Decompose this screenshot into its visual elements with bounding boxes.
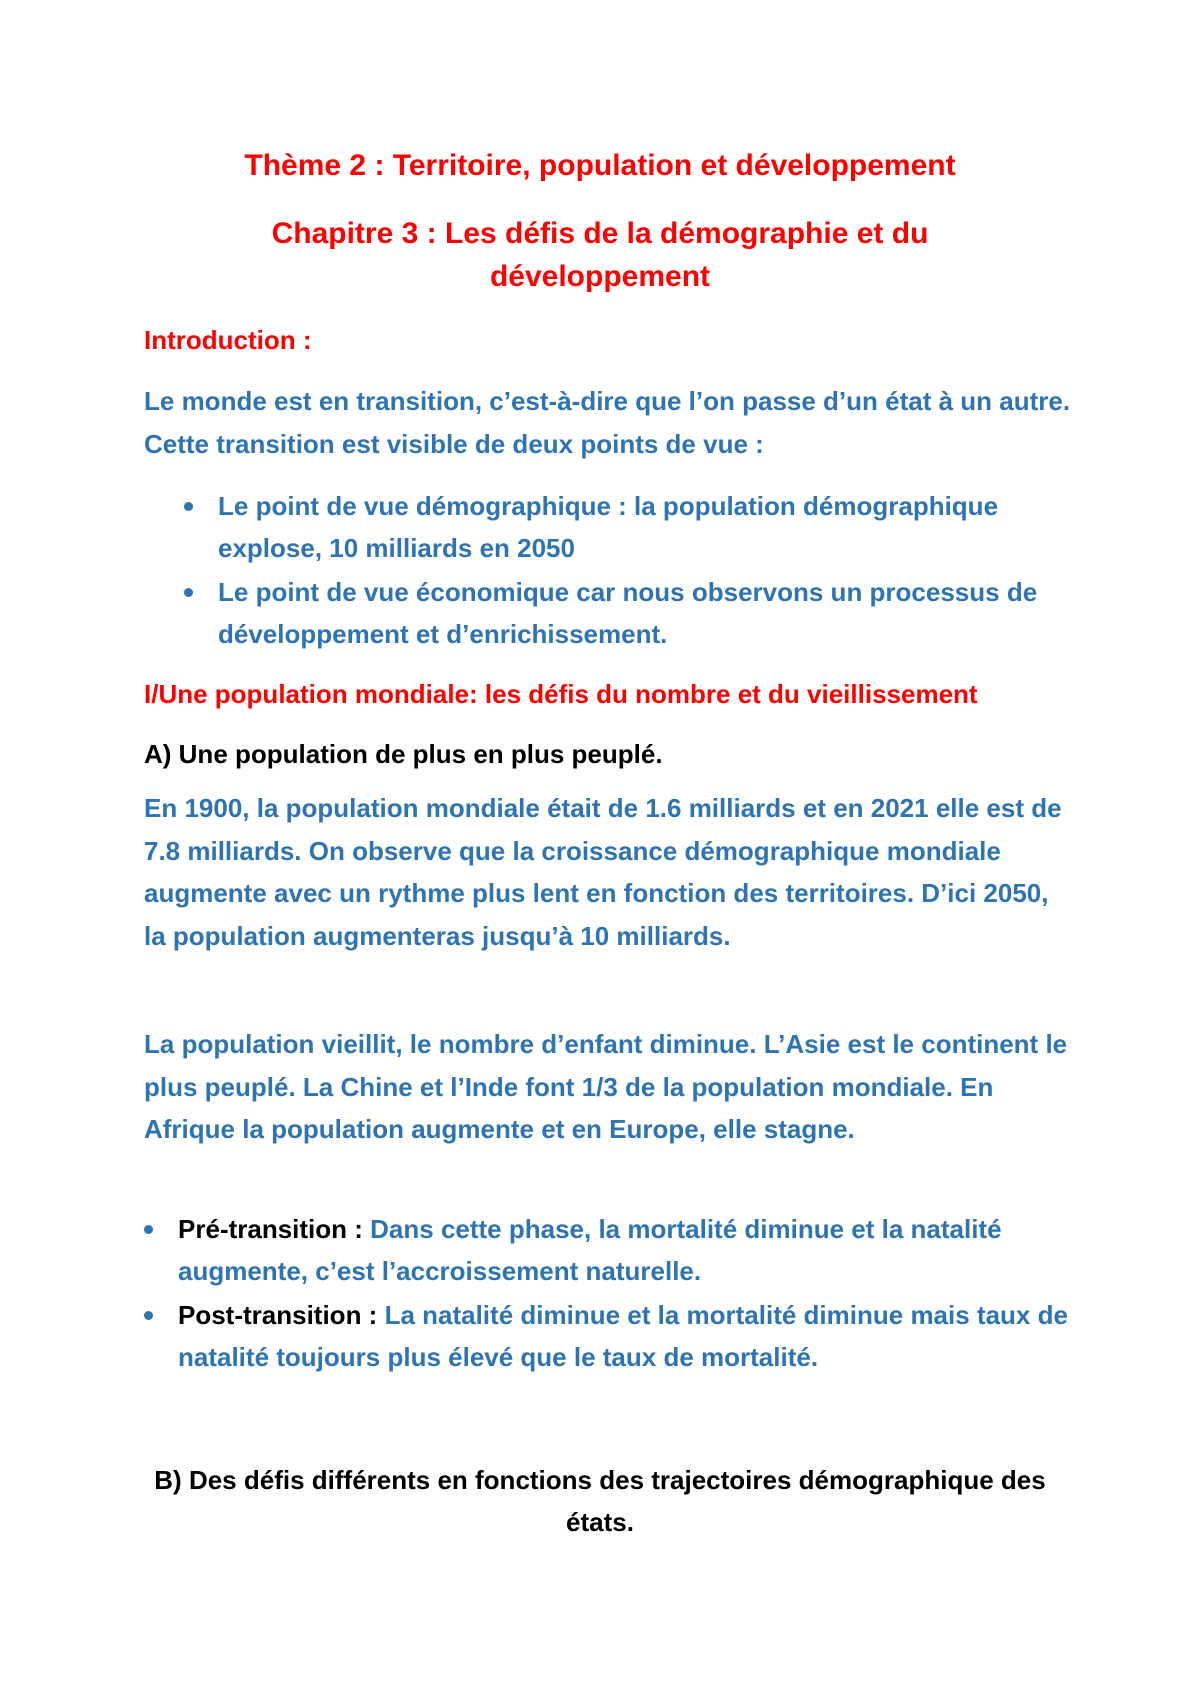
list-item — [144, 1294, 1074, 1378]
intro-paragraph: Le monde est en transition, c’est-à-dire que l’on passe d’un état à un autre. Cette transition est visible de deux points de vue : — [144, 386, 1071, 459]
introduction-label: Introduction : — [144, 325, 312, 355]
section-1-title: I/Une population mondiale: les défis du nombre et du vieillissement — [144, 679, 978, 709]
bullet-term: Pré-transition : — [178, 1214, 371, 1244]
theme-title: Thème 2 : Territoire, population et développement — [244, 149, 956, 182]
intro-bullet-list — [144, 485, 1074, 657]
bullet-icon — [144, 1311, 153, 1320]
paragraph-population-growth: En 1900, la population mondiale était de 1.6 milliards et en 2021 elle est de 7.8 milliards. On observe que la croissance démographique mondiale augmente avec un rythme plus lent en fonction des territoires. D’ici 2050, la population augmenteras jusqu’à 10 milliards. — [144, 793, 1062, 951]
list-item — [144, 1208, 1074, 1292]
transition-bullet-list — [144, 1208, 1074, 1380]
bullet-text: Dans cette phase, la mortalité diminue et la natalité augmente, c’est l’accroissement naturelle. — [178, 1214, 1002, 1286]
bullet-icon — [184, 588, 193, 597]
bullet-text: Le point de vue démographique : la population démographique explose, 10 milliards en 2050 — [218, 491, 999, 563]
bullet-icon — [144, 1225, 153, 1234]
paragraph-population-aging: La population vieillit, le nombre d’enfant diminue. L’Asie est le continent le plus peuplé. La Chine et l’Inde font 1/3 de la population mondiale. En Afrique la population augmente et en Europe, elle stagne. — [144, 1029, 1068, 1144]
chapter-title: Chapitre 3 : Les défis de la démographie et du développement — [271, 217, 929, 293]
bullet-text: La natalité diminue et la mortalité diminue mais taux de natalité toujours plus élevé que le taux de mortalité. — [178, 1300, 1068, 1372]
bullet-term: Post-transition : — [178, 1300, 385, 1330]
subsection-a-title: A) Une population de plus en plus peuplé. — [144, 739, 663, 769]
subsection-b-title: B) Des défis différents en fonctions des trajectoires démographique des états. — [154, 1465, 1046, 1537]
list-item — [144, 485, 1074, 569]
list-item — [144, 571, 1074, 655]
bullet-icon — [184, 502, 193, 511]
bullet-text: Le point de vue économique car nous observons un processus de développement et d’enrichissement. — [218, 577, 1038, 649]
